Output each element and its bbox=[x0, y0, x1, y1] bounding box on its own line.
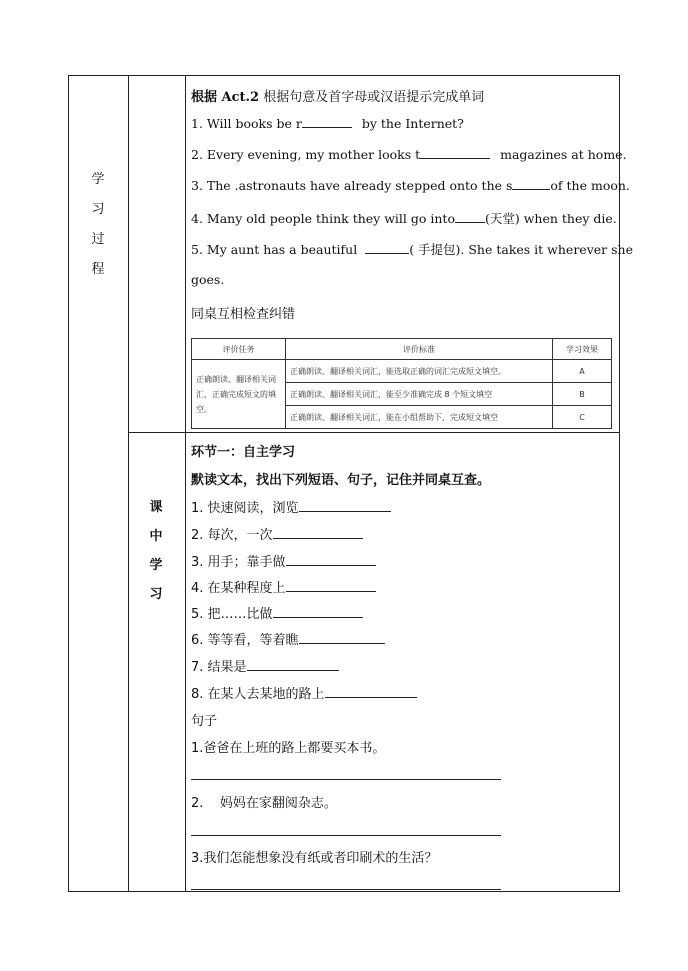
rubric-grade-a: A bbox=[553, 360, 612, 383]
phrase-6-blank[interactable] bbox=[299, 632, 385, 644]
question-1 bbox=[191, 116, 464, 131]
q2-text-end: magazines at home. bbox=[500, 147, 627, 162]
q5-text-end: ( 手提包). She takes it wherever she bbox=[409, 242, 633, 257]
instruction-text: 默读文本，找出下列短语、句子，记住并同桌互查。 bbox=[191, 473, 491, 488]
phrase-2: 2. 每次，一次 bbox=[191, 524, 363, 543]
q5-text: 5. My aunt has a beautiful bbox=[191, 242, 358, 257]
sentence-3-answer-line[interactable] bbox=[191, 889, 501, 890]
phrase-4: 4. 在某种程度上 bbox=[191, 577, 376, 596]
q1-text: 1. Will books be r bbox=[191, 116, 302, 131]
phrase-6: 6. 等等看，等着瞧 bbox=[191, 629, 385, 648]
q1-text-end: by the Internet? bbox=[361, 116, 464, 131]
phrase-1-blank[interactable] bbox=[299, 500, 391, 512]
q4-blank[interactable] bbox=[455, 211, 485, 223]
question-2 bbox=[191, 147, 627, 162]
step-heading: 环节一：自主学习 bbox=[191, 445, 296, 460]
q3-blank[interactable] bbox=[512, 178, 550, 190]
rubric-header-task: 评价任务 bbox=[192, 339, 286, 360]
rubric-header-effect: 学习效果 bbox=[553, 339, 612, 360]
phrase-5-blank[interactable] bbox=[273, 606, 363, 618]
title-instruction: 根据句意及首字母或汉语提示完成单词 bbox=[263, 90, 485, 105]
phrase-3: 3. 用手；靠手做 bbox=[191, 551, 376, 570]
question-3 bbox=[191, 178, 630, 193]
label-learning-process: 学 习 过 程 bbox=[91, 172, 105, 277]
title-act-ref: 根据 Act.2 bbox=[191, 90, 260, 105]
q3-text: 3. The .astronauts have already stepped onto the s bbox=[191, 178, 513, 193]
rubric-task-cell: 正确朗读、翻译相关词汇，正确完成短文的填空。 bbox=[192, 360, 286, 429]
q2-blank[interactable] bbox=[420, 147, 490, 159]
sentences-heading: 句子 bbox=[191, 714, 218, 729]
phrase-7-blank[interactable] bbox=[247, 659, 339, 671]
phrase-5: 5. 把……比做 bbox=[191, 603, 363, 622]
rubric-header-standard: 评价标准 bbox=[286, 339, 553, 360]
rubric-standard-b: 正确朗读、翻译相关词汇，能至少准确完成 8 个短文填空 bbox=[286, 383, 553, 406]
sentence-2-answer-line[interactable] bbox=[191, 835, 501, 836]
sentence-3: 3.我们怎能想象没有纸或者印刷术的生活？ bbox=[191, 851, 438, 866]
q4-text-end: (天堂) when they die. bbox=[484, 211, 617, 226]
column-divider-2 bbox=[185, 75, 186, 892]
phrase-8-blank[interactable] bbox=[325, 686, 417, 698]
sentence-1-answer-line[interactable] bbox=[191, 779, 501, 780]
q5-blank[interactable] bbox=[365, 242, 409, 254]
phrase-8: 8. 在某人去某地的路上 bbox=[191, 683, 417, 702]
rubric-grade-b: B bbox=[553, 383, 612, 406]
section1-title bbox=[191, 86, 484, 105]
q1-blank[interactable] bbox=[302, 116, 352, 128]
rubric-grade-c: C bbox=[553, 406, 612, 429]
row-divider bbox=[128, 432, 620, 433]
rubric-standard-a: 正确朗读、翻译相关词汇，能选取正确的词汇完成短文填空。 bbox=[286, 360, 553, 383]
column-divider-1 bbox=[128, 75, 129, 892]
q4-text: 4. Many old people think they will go into bbox=[191, 211, 455, 226]
phrase-1: 1. 快速阅读，浏览 bbox=[191, 497, 391, 516]
question-4 bbox=[191, 209, 617, 227]
question-5-cont: goes. bbox=[191, 272, 225, 287]
phrase-4-blank[interactable] bbox=[286, 580, 376, 592]
peer-check-heading: 同桌互相检查纠错 bbox=[191, 307, 296, 322]
rubric-standard-c: 正确朗读、翻译相关词汇，能在小组帮助下，完成短文填空 bbox=[286, 406, 553, 429]
evaluation-rubric bbox=[191, 338, 612, 429]
sentence-1: 1.爸爸在上班的路上都要买本书。 bbox=[191, 741, 386, 756]
question-5 bbox=[191, 240, 633, 258]
phrase-2-blank[interactable] bbox=[273, 527, 363, 539]
sentence-2: 2. 妈妈在家翻阅杂志。 bbox=[191, 796, 337, 811]
phrase-7: 7. 结果是 bbox=[191, 656, 339, 675]
phrase-3-blank[interactable] bbox=[286, 554, 376, 566]
q2-text: 2. Every evening, my mother looks t bbox=[191, 147, 421, 162]
q3-text-end: of the moon. bbox=[550, 178, 630, 193]
label-in-class-learning: 课 中 学 习 bbox=[149, 500, 163, 602]
